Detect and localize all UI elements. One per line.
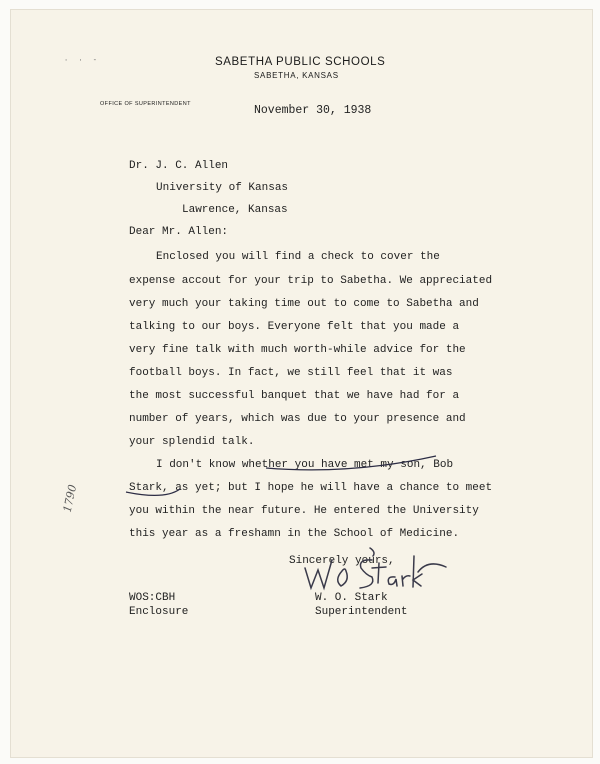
signer-title: Superintendent: [315, 606, 408, 618]
paragraph2-line: Stark, as yet; but I hope he will have a chance to meet: [129, 482, 493, 494]
salutation: Dear Mr. Allen:: [129, 226, 229, 238]
recipient-city: Lawrence, Kansas: [182, 204, 288, 216]
recipient-name: Dr. J. C. Allen: [129, 160, 229, 172]
paragraph2-line: you within the near future. He entered the University: [129, 505, 479, 517]
signature-image: [305, 548, 446, 588]
paragraph2-line: this year as a freshamn in the School of Medicine.: [129, 528, 460, 540]
paragraph1-line: very much your taking time out to come to Sabetha and: [129, 298, 479, 310]
pencil-margin-note: 1790: [60, 483, 80, 514]
signer-name: W. O. Stark: [315, 592, 388, 604]
paragraph1-line: football boys. In fact, we still feel that it was: [129, 367, 453, 379]
ink-underline: [266, 456, 436, 470]
paragraph1-line: expense accout for your trip to Sabetha. We appreciated: [129, 275, 493, 287]
paragraph1-line: Enclosed you will find a check to cover the: [156, 251, 440, 263]
letterhead-school: SABETHA PUBLIC SCHOOLS: [215, 56, 386, 68]
paragraph1-line: your splendid talk.: [129, 436, 255, 448]
scan-marks: · · -: [64, 57, 101, 65]
letterhead-city: SABETHA, KANSAS: [254, 71, 339, 80]
typist-initials: WOS:CBH: [129, 592, 176, 604]
recipient-institution: University of Kansas: [156, 182, 289, 194]
paragraph2-line: I don't know whether you have met my son, Bob: [156, 459, 454, 471]
enclosure-note: Enclosure: [129, 606, 189, 618]
paragraph1-line: very fine talk with much worth-while advice for the: [129, 344, 466, 356]
paragraph1-line: the most successful banquet that we have had for a: [129, 390, 460, 402]
ink-underline: [126, 489, 180, 495]
paragraph1-line: number of years, which was due to your presence and: [129, 413, 466, 425]
letter-date: November 30, 1938: [254, 104, 372, 117]
closing: Sincerely yours,: [289, 555, 395, 567]
paragraph1-line: talking to our boys. Everyone felt that you made a: [129, 321, 460, 333]
letterhead-office: OFFICE OF SUPERINTENDENT: [100, 101, 191, 107]
